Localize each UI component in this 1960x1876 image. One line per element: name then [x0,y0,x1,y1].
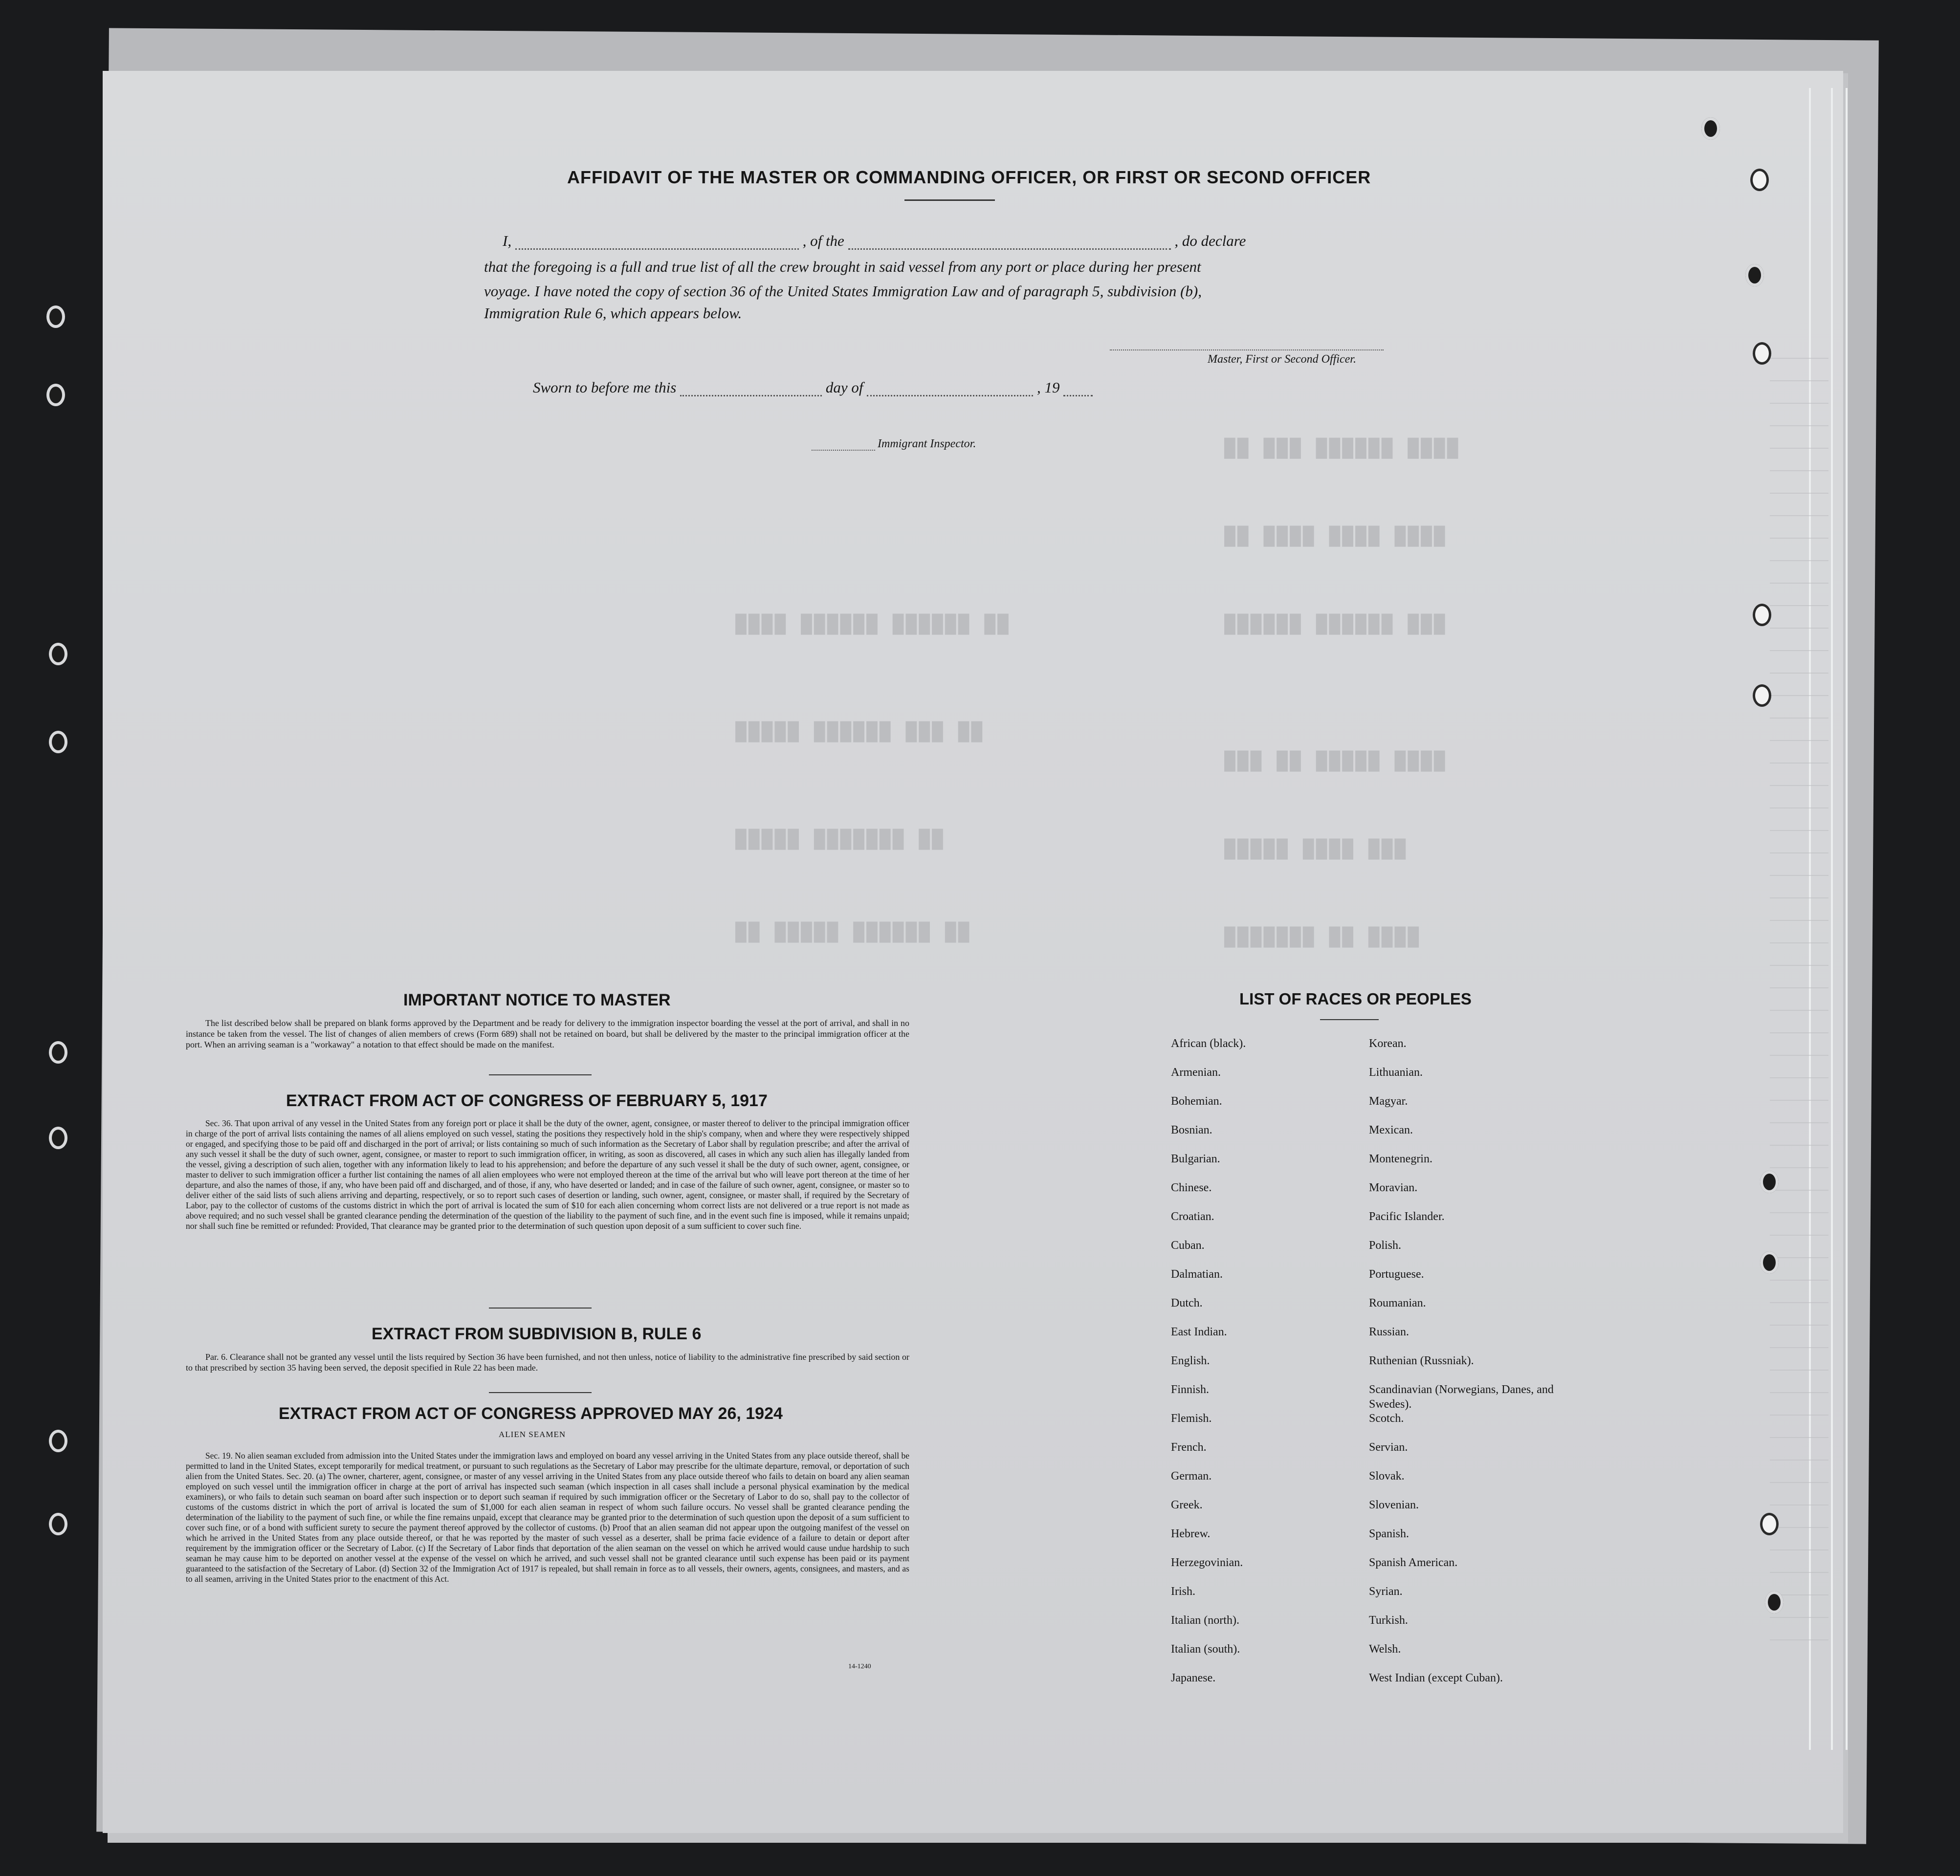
binder-hole [49,1127,67,1149]
binder-hole [1753,684,1771,707]
race-item: Turkish. [1369,1614,1408,1627]
race-item: Greek. [1171,1499,1203,1511]
bleed-through-text: ██ ██████ ██████ ████ [733,613,1009,634]
race-item: Portuguese. [1369,1268,1424,1281]
race-item: Mexican. [1369,1124,1413,1136]
race-item: Scandinavian (Norwegians, Danes, and Swedes). [1369,1383,1554,1411]
grid-strip [1770,342,1828,1662]
race-item: Ruthenian (Russniak). [1369,1354,1474,1367]
race-item: Pacific Islander. [1369,1210,1445,1223]
bleed-through-text: ██ ██████ █████ ██ [733,921,969,942]
signature-line-inspector [812,450,875,451]
master-signature-label: Master, First or Second Officer. [1208,353,1356,366]
binder-hole [46,305,65,328]
race-item: Welsh. [1369,1643,1401,1656]
signature-line-master [1110,349,1384,350]
binder-hole [49,1513,67,1535]
binder-hole [46,384,65,406]
race-item: Montenegrin. [1369,1153,1432,1165]
race-item: Italian (south). [1171,1643,1240,1656]
binder-hole [1750,169,1769,191]
affidavit-line-4: Immigration Rule 6, which appears below. [484,305,742,322]
race-item: Hebrew. [1171,1527,1211,1540]
race-item: Armenian. [1171,1066,1221,1079]
affidavit-line-3: voyage. I have noted the copy of section 36 of the United States Immigration Law and of paragraph 5, subdivision (b), [484,283,1202,300]
race-item: Polish. [1369,1239,1402,1252]
binder-hole [49,731,67,753]
divider [1320,1019,1379,1020]
bleed-through-text: ████ ██ ███████ [1222,926,1419,947]
affidavit-line-2: that the foregoing is a full and true list of all the crew brought in said vessel from any port or place during her present [484,258,1201,275]
binder-hole [1701,117,1720,140]
race-item: Japanese. [1171,1672,1216,1684]
race-item: Korean. [1369,1037,1407,1050]
binder-hole [1753,604,1771,626]
extract-1924-body: Sec. 19. No alien seaman excluded from admission into the United States under the immigration laws and employed on board any vessel arriving in the United States from any place outside thereof, shall be permitted to land in the United States, except temporarily for medical treatment, or pursuant to such regulations as the Secretary of Labor may prescribe for the ultimate departure, removal, or deportation of such alien from the United States. Sec. 20. (a) The owner, charterer, agent, consignee, or master of any vessel arriving in the United States from any place outside thereof who fails to detain on board any alien seaman employed on such vessel until the immigration officer in charge at the port of arrival has inspected such seaman (which inspection in all cases shall include a personal physical examination by the medical examiners), or who fails to detain such seaman on board after such inspection or to deport such seaman if required by such immigration officer or the Secretary of Labor to do so, shall pay to the collector of customs of the customs district in which the port of arrival is located the sum of $1,000 for each alien seaman in respect of whom such failure occurs. No vessel shall be granted clearance pending the determination of the liability to the payment of such fine, or while the fine remains unpaid, except that clearance may be granted prior to the determination of such question upon the deposit of a sum sufficient to cover such fine, or of a bond with sufficient surety to secure the payment thereof approved by the collector of customs. (b) Proof that an alien seaman did not appear upon the outgoing manifest of the vessel on which he arrived in the United States from any place outside thereof, or that he was reported by the master of such vessel as a deserter, shall be prima facie evidence of a failure to detain or deport after requirement by the immigration officer or the Secretary of Labor. (c) If the Secretary of Labor finds that deportation of the alien seaman on the vessel on which he arrived would cause undue hardship to such seaman he may cause him to be deported on another vessel at the expense of the vessel on which he arrived, and such vessel shall not be granted clearance until such expense has been paid or its payment guaranteed to the satisfaction of the Secretary of Labor. (d) Section 32 of the Immigration Act of 1917 is repealed, but shall remain in force as to all vessels, their owners, agents, consignees, and masters, and as to all seamen, arriving in the United States prior to the enactment of this Act. [186,1451,909,1584]
divider [489,1392,592,1393]
race-item: Moravian. [1369,1181,1418,1194]
race-item: German. [1171,1470,1212,1483]
inspector-label: Immigrant Inspector. [878,437,976,450]
race-item: Slovak. [1369,1470,1405,1483]
race-item: Bohemian. [1171,1095,1222,1108]
race-item: East Indian. [1171,1326,1227,1338]
race-item: African (black). [1171,1037,1246,1050]
divider [489,1074,592,1075]
race-item: Italian (north). [1171,1614,1239,1627]
race-item: English. [1171,1354,1210,1367]
sworn-line: Sworn to before me this day of , 19 [533,379,1093,396]
extract-rule6-body: Par. 6. Clearance shall not be granted any vessel until the lists required by Section 36 have been furnished, and not then unless, notice of liability to the administrative fine prescribed by said section or to that prescribed by section 35 having been served, the deposit specified in Rule 22 has been made. [186,1352,909,1373]
race-item: Finnish. [1171,1383,1210,1396]
race-item: Herzegovinian. [1171,1556,1243,1569]
bleed-through-text: ███ ██████ ██████ [1222,613,1445,634]
race-item: Bulgarian. [1171,1153,1220,1165]
divider [489,1308,592,1309]
affidavit-title: AFFIDAVIT OF THE MASTER OR COMMANDING OFFICER, OR FIRST OR SECOND OFFICER [567,167,1371,187]
binder-hole [49,643,67,665]
binder-hole [49,1041,67,1064]
race-item: Scotch. [1369,1412,1404,1425]
extract-1924-subtitle: ALIEN SEAMEN [499,1430,566,1439]
notice-body: The list described below shall be prepared on blank forms approved by the Department and be ready for delivery to the immigration inspector boarding the vessel at the port of arrival, and shall in no instance be taken from the vessel. The list of changes of alien members of crews (Form 689) shall not be retained on board, but shall be delivered by the master to the principal immigration officer at the port. When an arriving seaman is a "workaway" a notation to that effect should be made on the manifest. [186,1018,909,1049]
bleed-through-text: ████ █████ ██ ███ [1222,750,1445,771]
race-item: West Indian (except Cuban). [1369,1672,1503,1684]
bleed-through-text: ██ ███ ██████ █████ [733,721,983,742]
race-item: Irish. [1171,1585,1195,1598]
notice-title: IMPORTANT NOTICE TO MASTER [403,991,671,1009]
race-item: Syrian. [1369,1585,1403,1598]
extract-rule6-title: EXTRACT FROM SUBDIVISION B, RULE 6 [372,1325,702,1343]
race-item: Roumanian. [1369,1297,1426,1309]
race-item: Dutch. [1171,1297,1203,1309]
binder-hole [1765,1591,1784,1614]
bleed-through-text: ███ ████ █████ [1222,838,1406,859]
extract-1917-body: Sec. 36. That upon arrival of any vessel in the United States from any foreign port or place it shall be the duty of the owner, agent, consignee, or master thereof to deliver to the principal immigration officer in charge of the port of arrival lists containing the names of all aliens employed on such vessel, stating the positions they respectively hold in the ship's company, when and where they were respectively shipped or engaged, and specifying those to be paid off and discharged in the port of arrival; or lists containing so much of such information as the Secretary of Labor shall by regulation prescribe; and after the arrival of any such vessel it shall be the duty of such owner, agent, consignee, or master to report to such immigration officer, in writing, as soon as discovered, all cases in which any such alien has illegally landed from the vessel, giving a description of such alien, together with any information likely to lead to his apprehension; and before the departure of any such vessel it shall be the duty of such owner, agent, consignee, or master to deliver to such immigration officer a further list containing the names of all alien employees who were not employed thereon at the time of the arrival but who will leave port thereon at the time of her departure, and also the names of those, if any, who have been paid off and discharged, and of those, if any, who have deserted or landed; and in case of the failure of such owner, agent, consignee, or master so to deliver either of the said lists of such aliens arriving and departing, respectively, or so to report such cases of desertion or landing, such owner, agent, consignee, or master shall, if required by the Secretary of Labor, pay to the collector of customs of the customs district in which the port of arrival is located the sum of $10 for each alien concerning whom correct lists are not delivered or a true report is not made as above required; and no such vessel shall be granted clearance pending the determination of the question of the liability to the payment of such fine, and in the event such fine is imposed, while it remains unpaid; nor shall such fine be remitted or refunded: Provided, That clearance may be granted prior to the determination of such question upon deposit of a sum sufficient to cover such fine. [186,1118,909,1231]
divider [904,199,995,201]
binder-hole [1760,1513,1779,1535]
race-item: Servian. [1369,1441,1408,1454]
binder-hole [1745,264,1764,286]
race-item: Spanish American. [1369,1556,1458,1569]
binder-hole [1760,1251,1779,1274]
binder-hole [1760,1171,1779,1193]
race-item: Bosnian. [1171,1124,1212,1136]
race-item: Cuban. [1171,1239,1205,1252]
binder-hole [49,1430,67,1452]
affidavit-line-1: I, , of the , do declare [503,232,1246,249]
page-edge [1846,88,1848,1750]
race-item: Slovenian. [1369,1499,1419,1511]
race-item: French. [1171,1441,1207,1454]
page-edge [1831,88,1833,1750]
race-item: Magyar. [1369,1095,1408,1108]
bleed-through-text: ████ ██████ ███ ██ [1222,437,1458,458]
races-title: LIST OF RACES OR PEOPLES [1239,990,1472,1008]
race-item: Croatian. [1171,1210,1214,1223]
extract-1924-title: EXTRACT FROM ACT OF CONGRESS APPROVED MAY 26, 1924 [279,1404,783,1423]
race-item: Chinese. [1171,1181,1212,1194]
form-number: 14-1240 [848,1663,871,1670]
race-item: Dalmatian. [1171,1268,1223,1281]
bleed-through-text: ██ ███████ █████ [733,829,943,850]
races-column-1 [1171,1036,1376,1700]
race-item: Spanish. [1369,1527,1409,1540]
race-item: Russian. [1369,1326,1409,1338]
races-column-2 [1369,1036,1574,1700]
extract-1917-title: EXTRACT FROM ACT OF CONGRESS OF FEBRUARY 5, 1917 [286,1091,768,1110]
bleed-through-text: ████ ████ ████ ██ [1222,525,1445,546]
race-item: Lithuanian. [1369,1066,1423,1079]
race-item: Flemish. [1171,1412,1212,1425]
binder-hole [1753,342,1771,365]
